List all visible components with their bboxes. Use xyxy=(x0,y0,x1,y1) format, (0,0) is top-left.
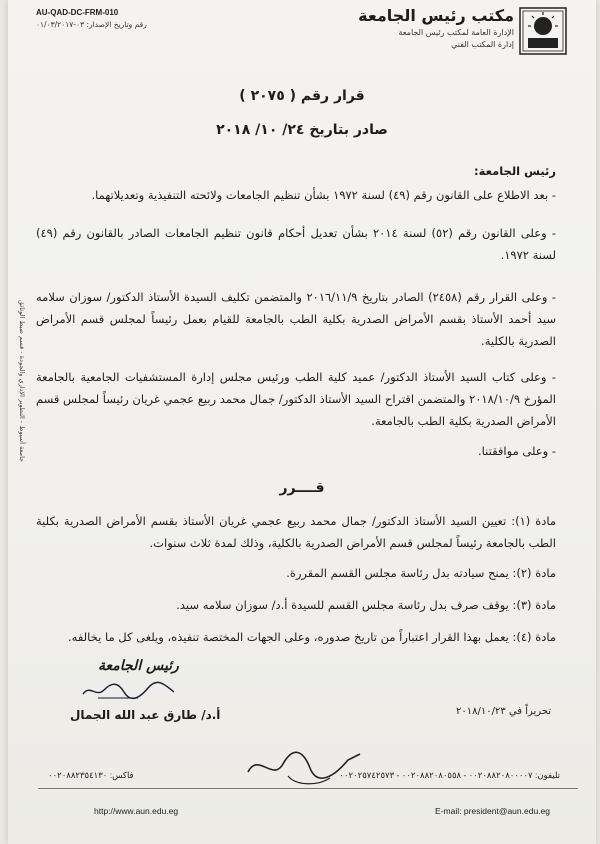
document-page xyxy=(8,0,596,844)
footer-divider xyxy=(38,788,578,789)
preamble-2: - وعلى القانون رقم (٥٢) لسنة ٢٠١٤ بشأن تعديل أحكام قانون تنظيم الجامعات الصادر بالقانون رقم (٤٩) لسنة ١٩٧٢. xyxy=(36,226,556,262)
header-dept-line1: الإدارة العامة لمكتب رئيس الجامعة xyxy=(398,28,514,37)
article-3: مادة (٣): يوقف صرف بدل رئاسة مجلس القسم للسيدة أ.د/ سوزان سلامه سيد. xyxy=(176,598,556,612)
footer-website[interactable]: http://www.aun.edu.eg xyxy=(94,806,179,816)
preamble-3: - وعلى القرار رقم (٢٤٥٨) الصادر بتاريخ ٢٠١٦/١١/٩ والمتضمن تكليف السيدة الأستاذ الدكتور/ سوزان سلامه سيد أحمد الأستاذ بقسم الأمراض الصدرية بكلية الطب بالجامعة للقيام بعمل رئيساً لمجلس قسم الأمراض الصدرية بالكلية. xyxy=(36,290,557,348)
decision-heading: قــــرر xyxy=(279,480,325,496)
header-title: مكتب رئيس الجامعة xyxy=(358,6,514,25)
preamble-1: - بعد الاطلاع على القانون رقم (٤٩) لسنة ١٩٧٢ بشأن تنظيم الجامعات ولائحته التنفيذية وتعديلاتهما. xyxy=(91,188,556,202)
article-2: مادة (٢): يمنح سيادته بدل رئاسة مجلس القسم المقررة. xyxy=(286,566,556,580)
preamble-4: - وعلى كتاب السيد الأستاذ الدكتور/ عميد كلية الطب ورئيس مجلس إدارة المستشفيات الجامعية بالجامعة المؤرخ ٢٠١٨/١٠/٩ والمتضمن اقتراح السيد الأستاذ الدكتور/ جمال محمد ربيع عجمي غريان رئيساً لمجلس قسم الأمراض الصدرية بكلية الطب بالجامعة. xyxy=(35,370,556,428)
decision-number: قرار رقم ( ٢٠٧٥ ) xyxy=(239,88,365,104)
side-note: جامعة أسيوط - التطوير الإداري والجودة - قسم ضبط الوثائق xyxy=(18,300,26,463)
footer-email[interactable]: E-mail: president@aun.edu.eg xyxy=(435,806,550,816)
form-code: AU-QAD-DC-FRM-010 xyxy=(36,8,119,17)
university-logo xyxy=(518,6,568,56)
handwritten-signature xyxy=(78,676,178,704)
preamble-5: - وعلى موافقتنا. xyxy=(478,444,556,458)
signatory-title: رئيس الجامعة xyxy=(98,658,179,674)
footer-fax: فاكس: ٠٠٢٠٨٨٢٣٥٤١٣٠ xyxy=(48,770,134,780)
header-dept-line2: إدارة المكتب الفني xyxy=(451,40,514,49)
form-issue-label: رقم وتاريخ الإصدار: ٠٣-٠١/٠٣/٢٠١٧ xyxy=(36,20,147,29)
addressee: رئيس الجامعة: xyxy=(474,164,556,178)
footer-phone: تليفون: ٠٠٢٠٨٨٢٠٨٠٠٠٠٧ - ٠٠٢٠٨٨٢٠٨٠٥٥٨ - ٠٠٢٠٢٥٧٤٢٥٧٣ xyxy=(339,770,560,780)
article-4: مادة (٤): يعمل بهذا القرار اعتباراً من تاريخ صدوره، وعلى الجهات المختصة تنفيذه، ويلغى كل ما يخالفه. xyxy=(68,630,556,644)
issue-date: تحريراً في ٢٠١٨/١٠/٢٣ xyxy=(456,706,552,717)
article-1: مادة (١): تعيين السيد الأستاذ الدكتور/ جمال محمد ربيع عجمي غريان الأستاذ بقسم الأمراض الصدرية بكلية الطب بالجامعة رئيساً لمجلس قسم الأمراض الصدرية بالكلية، وذلك لمدة ثلاث سنوات. xyxy=(36,514,556,550)
initials-scribble xyxy=(238,742,368,792)
signatory-name: أ.د/ طارق عبد الله الجمال xyxy=(70,708,221,722)
decision-date: صادر بتاريخ ٢٤/ ١٠/ ٢٠١٨ xyxy=(216,122,388,138)
